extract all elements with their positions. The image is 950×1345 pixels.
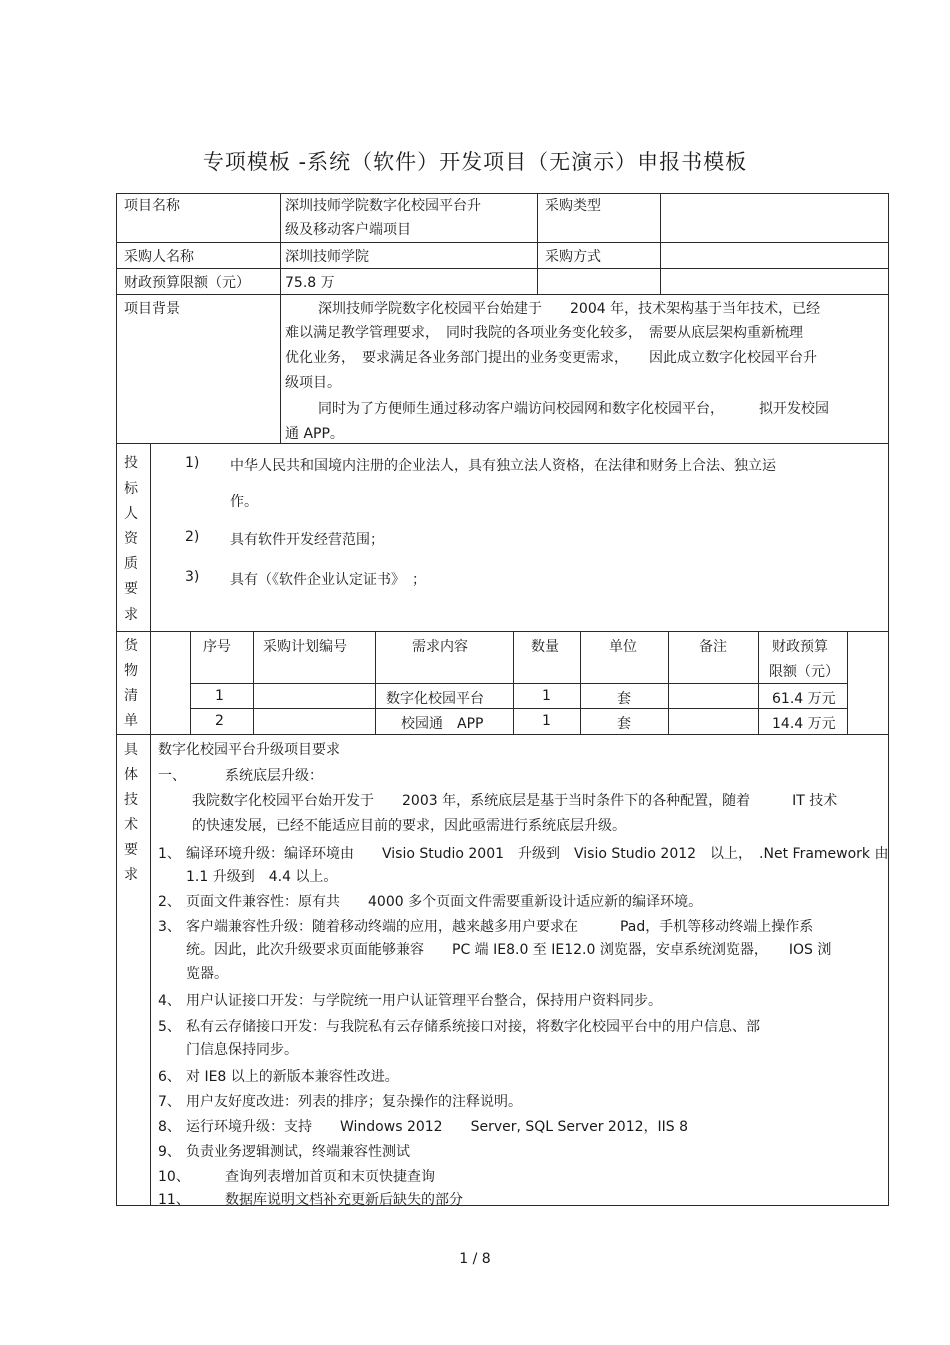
item-text: 对 IE8 以上的新版本兼容性改进。 (186, 1069, 399, 1085)
intro-line: 我院数字化校园平台始开发于 2003 年，系统底层是基于当时条件下的各种配置，随着 IT 技术 (192, 793, 838, 809)
qualification-number: 2) (185, 529, 200, 545)
document-title: 专项模板 -系统（软件）开发项目（无演示）申报书模板 (202, 150, 748, 174)
cell-unit: 套 (617, 716, 631, 732)
background-line: 优化业务， 要求满足各业务部门提出的业务变更需求， 因此成立数字化校园平台升 (285, 350, 817, 366)
label-char: 质 (124, 556, 138, 572)
purchaser-label: 采购人名称 (124, 249, 194, 265)
page-number: 1 / 8 (459, 1251, 491, 1267)
item-text: 统。因此，此次升级要求页面能够兼容 PC 端 IE8.0 至 IE12.0 浏览器，安卓系统浏览器， IOS 浏 (186, 942, 832, 958)
label-char: 清 (124, 688, 138, 704)
purchaser-value: 深圳技师学院 (285, 249, 369, 265)
label-char: 要 (124, 581, 138, 597)
label-char: 具 (124, 742, 138, 758)
cell-unit: 套 (617, 691, 631, 707)
label-char: 货 (124, 638, 138, 654)
label-char: 标 (124, 481, 138, 497)
intro-line: 的快速发展，已经不能适应目前的要求，因此亟需进行系统底层升级。 (192, 818, 626, 834)
item-number: 5、 (158, 1019, 181, 1035)
background-line: 难以满足教学管理要求， 同时我院的各项业务变化较多， 需要从底层架构重新梳理 (285, 325, 803, 341)
background-line: 同时为了方便师生通过移动客户端访问校园网和数字化校园平台， 拟开发校园 (318, 401, 829, 417)
item-text: 用户认证接口开发：与学院统一用户认证管理平台整合，保持用户资料同步。 (186, 993, 662, 1009)
item-number: 8、 (158, 1119, 181, 1135)
col-header-plan-no: 采购计划编号 (263, 639, 347, 655)
col-header-budget-2: 限额（元） (769, 664, 839, 680)
col-header-content: 需求内容 (412, 639, 468, 655)
col-header-index: 序号 (203, 639, 231, 655)
label-char: 物 (124, 663, 138, 679)
item-text: 客户端兼容性升级：随着移动终端的应用，越来越多用户要求在 Pad，手机等移动终端上操作系 (186, 919, 814, 935)
item-text: 览器。 (186, 966, 228, 982)
cell-qty: 1 (542, 688, 551, 704)
item-text: 用户友好度改进：列表的排序；复杂操作的注释说明。 (186, 1094, 522, 1110)
label-char: 人 (124, 506, 138, 522)
col-header-remark: 备注 (699, 639, 727, 655)
col-header-qty: 数量 (531, 639, 559, 655)
item-number: 2、 (158, 894, 181, 910)
item-number: 4、 (158, 993, 181, 1009)
item-number: 11、 (158, 1192, 190, 1208)
item-number: 10、 (158, 1169, 190, 1185)
procurement-type-label: 采购类型 (545, 198, 601, 214)
procurement-method-label: 采购方式 (545, 249, 601, 265)
item-number: 1、 (158, 846, 181, 862)
label-char: 术 (124, 817, 138, 833)
label-char: 体 (124, 767, 138, 783)
item-text: 负责业务逻辑测试，终端兼容性测试 (186, 1144, 410, 1160)
label-char: 投 (124, 455, 138, 471)
label-char: 单 (124, 713, 138, 729)
qualification-text: 中华人民共和国境内注册的企业法人，具有独立法人资格，在法律和财务上合法、独立运 (230, 458, 776, 474)
item-text: 门信息保持同步。 (186, 1042, 298, 1058)
item-text: 运行环境升级：支持 Windows 2012 Server, SQL Server 2012，IIS 8 (186, 1119, 689, 1135)
cell-index: 1 (215, 688, 224, 704)
item-text: 编译环境升级：编译环境由 Visio Studio 2001 升级到 Visio Studio 2012 以上， .Net Framework 由 (186, 846, 889, 862)
qualification-text: 具有软件开发经营范围； (230, 532, 384, 548)
item-number: 9、 (158, 1144, 181, 1160)
label-char: 求 (124, 867, 138, 883)
item-text: 数据库说明文档补充更新后缺失的部分 (225, 1192, 463, 1208)
item-text: 页面文件兼容性：原有共 4000 多个页面文件需要重新设计适应新的编译环境。 (186, 894, 703, 910)
cell-content: 校园通 APP (401, 716, 484, 732)
item-number: 3、 (158, 919, 181, 935)
background-line: 深圳技师学院数字化校园平台始建于 2004 年，技术架构基于当年技术，已经 (318, 301, 821, 317)
section-number: 一、 (158, 768, 186, 784)
item-text: 查询列表增加首页和末页快捷查询 (225, 1169, 435, 1185)
item-number: 7、 (158, 1094, 181, 1110)
col-header-budget: 财政预算 (772, 639, 828, 655)
qualification-text: 具有（《软件企业认定证书》 ； (230, 572, 426, 588)
project-name-value-line2: 级及移动客户端项目 (285, 222, 411, 238)
budget-label: 财政预算限额（元） (124, 275, 250, 291)
label-char: 资 (124, 531, 138, 547)
item-number: 6、 (158, 1069, 181, 1085)
qualification-text: 作。 (230, 494, 258, 510)
project-name-label: 项目名称 (124, 198, 180, 214)
cell-content: 数字化校园平台 (386, 691, 484, 707)
cell-budget: 61.4 万元 (772, 691, 836, 707)
cell-budget: 14.4 万元 (772, 716, 836, 732)
label-char: 要 (124, 842, 138, 858)
label-char: 技 (124, 792, 138, 808)
cell-index: 2 (215, 713, 224, 729)
cell-qty: 1 (542, 713, 551, 729)
section-title: 系统底层升级： (225, 768, 323, 784)
budget-value: 75.8 万 (285, 275, 335, 291)
qualification-number: 1) (185, 455, 200, 471)
item-text: 1.1 升级到 4.4 以上。 (186, 869, 338, 885)
item-text: 私有云存储接口开发：与我院私有云存储系统接口对接，将数字化校园平台中的用户信息、部 (186, 1019, 760, 1035)
label-char: 求 (124, 607, 138, 623)
col-header-unit: 单位 (609, 639, 637, 655)
background-line: 通 APP。 (285, 426, 344, 442)
qualification-number: 3) (185, 569, 200, 585)
tech-heading: 数字化校园平台升级项目要求 (158, 742, 340, 758)
background-label: 项目背景 (124, 301, 180, 317)
background-line: 级项目。 (285, 375, 341, 391)
project-name-value-line1: 深圳技师学院数字化校园平台升 (285, 198, 481, 214)
